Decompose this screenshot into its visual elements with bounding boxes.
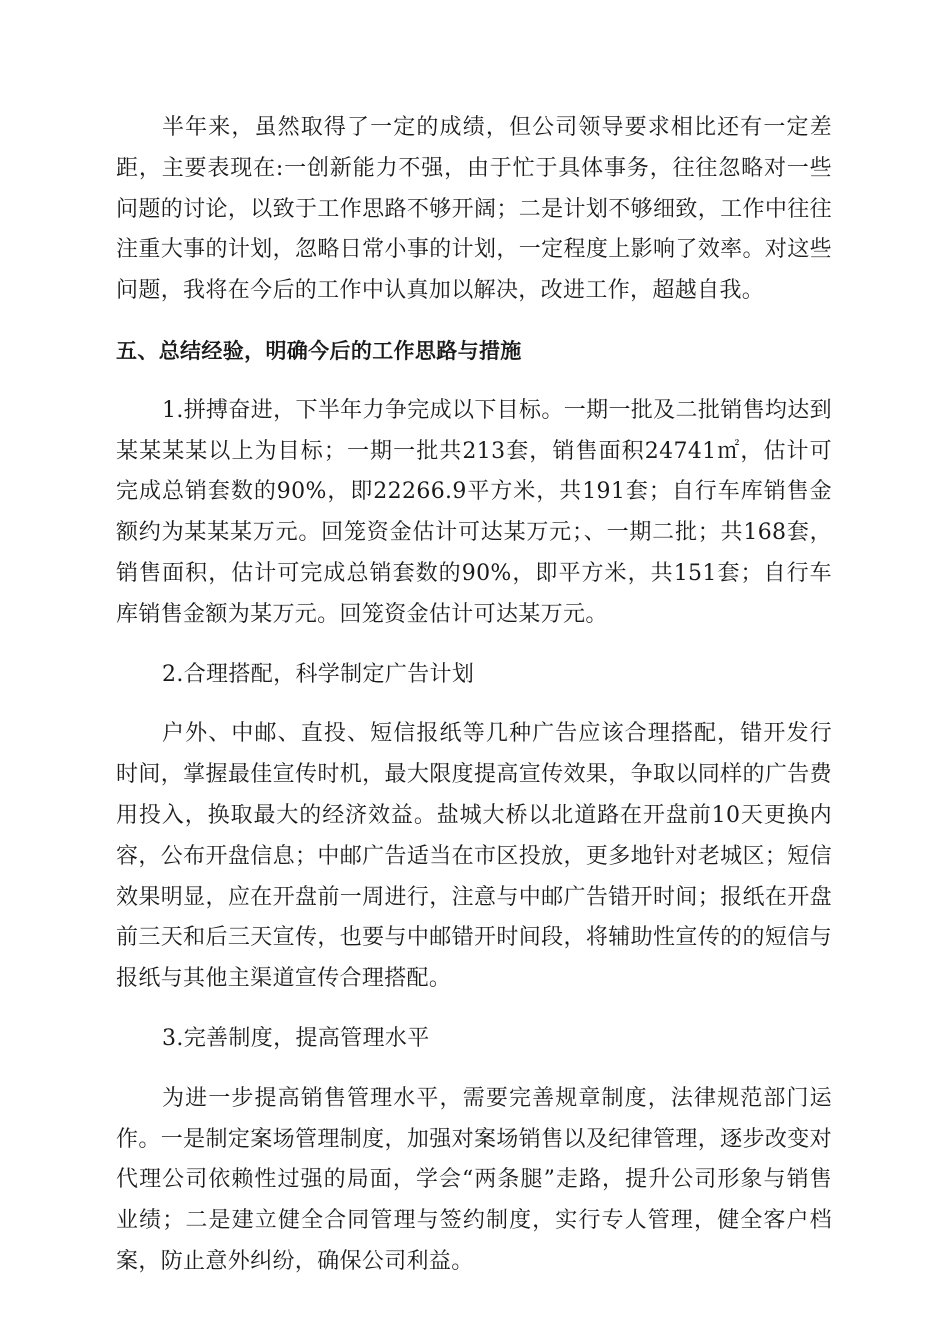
paragraph-shortcomings: 半年来，虽然取得了一定的成绩，但公司领导要求相比还有一定差距，主要表现在:一创新能力不强，由于忙于具体事务，往往忽略对一些问题的讨论，以致于工作思路不够开阔；二是计划不够细致，工作中往往注重大事的计划，忽略日常小事的计划，一定程度上影响了效率。对这些问题，我将在今后的工作中认真加以解决，改进工作，超越自我。 <box>116 115 832 304</box>
paragraph-management: 为进一步提高销售管理水平，需要完善规章制度，法律规范部门运作。一是制定案场管理制度，加强对案场销售以及纪律管理，逐步改变对代理公司依赖性过强的局面，学会“两条腿”走路，提升公司形象与销售业绩；二是建立健全合同管理与签约制度，实行专人管理，健全客户档案，防止意外纠纷，确保公司利益。 <box>116 1085 832 1274</box>
subheading-ad-plan: 2.合理搭配，科学制定广告计划 <box>162 661 475 687</box>
paragraph-sales-targets: 1.拼搏奋进，下半年力争完成以下目标。一期一批及二批销售均达到某某某某以上为目标；一期一批共213套，销售面积24741㎡，估计可完成总销套数的90%，即22266.9平方米，共191套；自行车库销售金额约为某某某万元。回笼资金估计可达某万元；、一期二批；共168套，销售面积，估计可完成总销套数的90%，即平方米，共151套；自行车库销售金额为某万元。回笼资金估计可达某万元。 <box>116 397 832 627</box>
paragraph-ad-plan: 户外、中邮、直投、短信报纸等几种广告应该合理搭配，错开发行时间，掌握最佳宣传时机，最大限度提高宣传效果，争取以同样的广告费用投入，换取最大的经济效益。盐城大桥以北道路在开盘前10天更换内容，公布开盘信息；中邮广告适当在市区投放，更多地针对老城区；短信效果明显，应在开盘前一周进行，注意与中邮广告错开时间；报纸在开盘前三天和后三天宣传，也要与中邮错开时间段，将辅助性宣传的的短信与报纸与其他主渠道宣传合理搭配。 <box>116 721 832 992</box>
subheading-management: 3.完善制度，提高管理水平 <box>162 1025 430 1051</box>
section-heading-five: 五、总结经验，明确今后的工作思路与措施 <box>116 338 522 363</box>
document-page <box>116 108 832 1302</box>
